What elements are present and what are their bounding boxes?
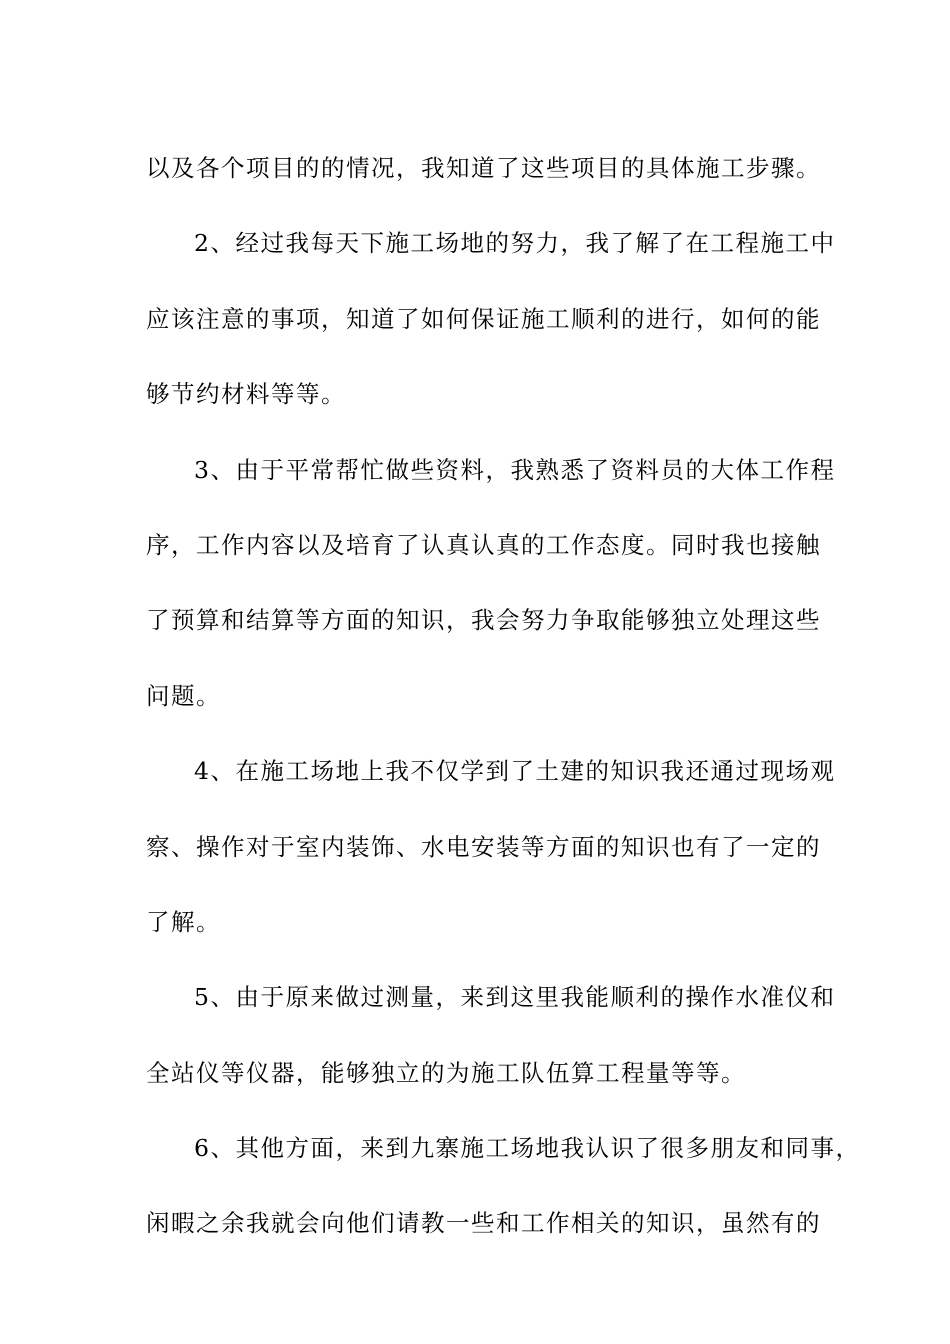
text-line: 应该注意的事项，知道了如何保证施工顺利的进行，如何的能: [146, 304, 821, 333]
text-line: 全站仪等仪器，能够独立的为施工队伍算工程量等等。: [146, 1058, 746, 1087]
paragraph-item-3: [146, 433, 836, 735]
paragraph-item-4: [146, 734, 836, 960]
paragraph-continuation: [146, 131, 821, 206]
text-line: 4、在施工场地上我不仅学到了土建的知识我还通过现场观: [194, 757, 836, 786]
text-line: 察、操作对于室内装饰、水电安装等方面的知识也有了一定的: [146, 832, 821, 861]
text-line: 以及各个项目的的情况，我知道了这些项目的具体施工步骤。: [146, 154, 821, 182]
document-body: [146, 131, 861, 1262]
text-line: 够节约材料等等。: [146, 380, 346, 409]
paragraph-item-2: [146, 206, 836, 432]
text-line: 问题。: [146, 681, 221, 710]
text-line: 了预算和结算等方面的知识，我会努力争取能够独立处理这些: [146, 606, 821, 635]
paragraph-item-6: [146, 1111, 861, 1262]
text-line: 了解。: [146, 907, 221, 936]
text-line: 3、由于平常帮忙做些资料，我熟悉了资料员的大体工作程: [194, 455, 836, 484]
text-line: 5、由于原来做过测量，来到这里我能顺利的操作水准仪和: [194, 983, 836, 1012]
paragraph-item-5: [146, 960, 836, 1111]
text-line: 2、经过我每天下施工场地的努力，我了解了在工程施工中: [194, 229, 836, 258]
text-line: 序，工作内容以及培育了认真认真的工作态度。同时我也接触: [146, 530, 821, 559]
text-line: 闲暇之余我就会向他们请教一些和工作相关的知识，虽然有的: [146, 1209, 821, 1238]
text-line: 6、其他方面，来到九寨施工场地我认识了很多朋友和同事，: [194, 1134, 861, 1163]
